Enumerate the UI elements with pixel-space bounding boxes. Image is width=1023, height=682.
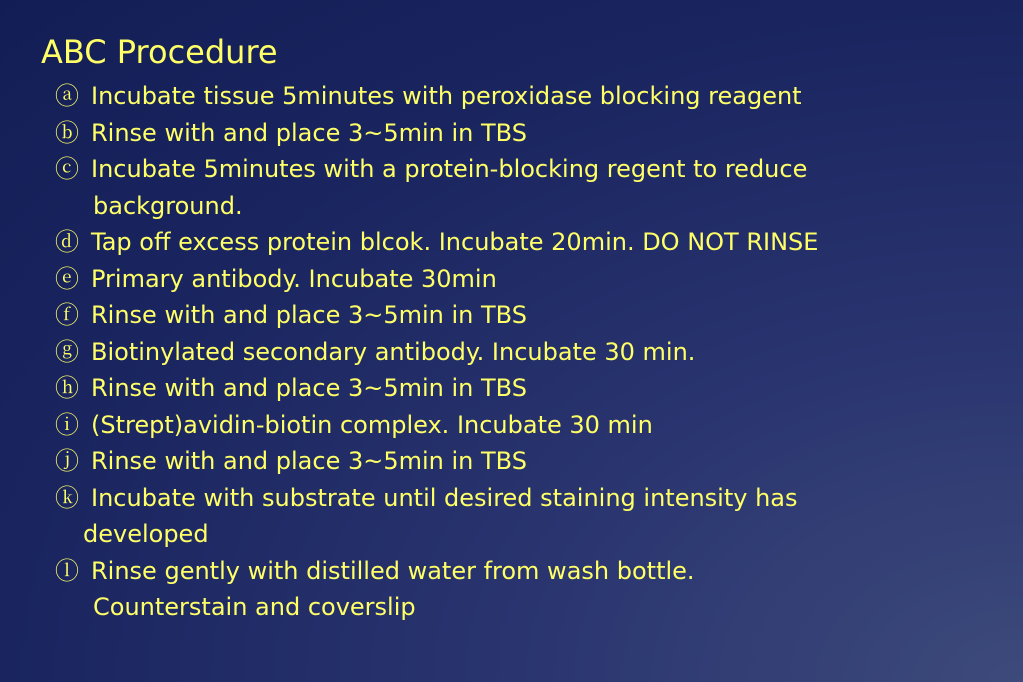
step-marker: ⓒ	[55, 155, 79, 183]
step-e	[55, 261, 1015, 298]
step-marker: ⓑ	[55, 118, 79, 147]
step-marker: ⓖ	[55, 337, 79, 366]
step-marker: ⓗ	[55, 374, 79, 402]
step-k	[55, 480, 1015, 553]
step-l	[55, 553, 1015, 626]
step-text: Rinse gently with distilled water from wash bottle.	[91, 556, 695, 585]
step-marker: ⓛ	[55, 556, 79, 585]
step-text-continuation: developed	[83, 520, 209, 548]
step-marker: ⓕ	[55, 301, 79, 329]
step-text-continuation: background.	[93, 191, 243, 220]
step-text: Rinse with and place 3~5min in TBS	[91, 301, 527, 329]
slide-title: ABC Procedure	[41, 33, 278, 71]
step-c	[55, 151, 1015, 224]
step-marker: ⓓ	[55, 228, 79, 256]
step-text: Primary antibody. Incubate 30min	[91, 264, 497, 293]
step-h	[55, 370, 1015, 407]
step-marker: ⓚ	[55, 483, 79, 512]
step-text: Incubate tissue 5minutes with peroxidase blocking reagent	[91, 82, 802, 110]
step-b	[55, 115, 1015, 152]
step-f	[55, 297, 1015, 334]
step-d	[55, 224, 1015, 261]
step-text: Tap off excess protein blcok. Incubate 20min. DO NOT RINSE	[91, 228, 819, 256]
step-j	[55, 443, 1015, 480]
step-marker: ⓐ	[55, 82, 79, 110]
step-a	[55, 78, 1015, 115]
step-text-continuation: Counterstain and coverslip	[93, 593, 416, 621]
step-text: Rinse with and place 3~5min in TBS	[91, 118, 527, 147]
step-i	[55, 407, 1015, 444]
step-text: Incubate with substrate until desired staining intensity has	[91, 483, 798, 512]
step-text: Rinse with and place 3~5min in TBS	[91, 374, 527, 402]
step-text: (Strept)avidin-biotin complex. Incubate 30 min	[91, 410, 653, 439]
step-marker: ⓙ	[55, 447, 79, 475]
step-text: Biotinylated secondary antibody. Incubate 30 min.	[91, 337, 696, 366]
step-marker: ⓔ	[55, 264, 79, 293]
step-g	[55, 334, 1015, 371]
step-text: Incubate 5minutes with a protein-blocking regent to reduce	[91, 155, 808, 183]
step-marker: ⓘ	[55, 410, 79, 439]
procedure-steps	[55, 78, 1015, 626]
step-text: Rinse with and place 3~5min in TBS	[91, 447, 527, 475]
